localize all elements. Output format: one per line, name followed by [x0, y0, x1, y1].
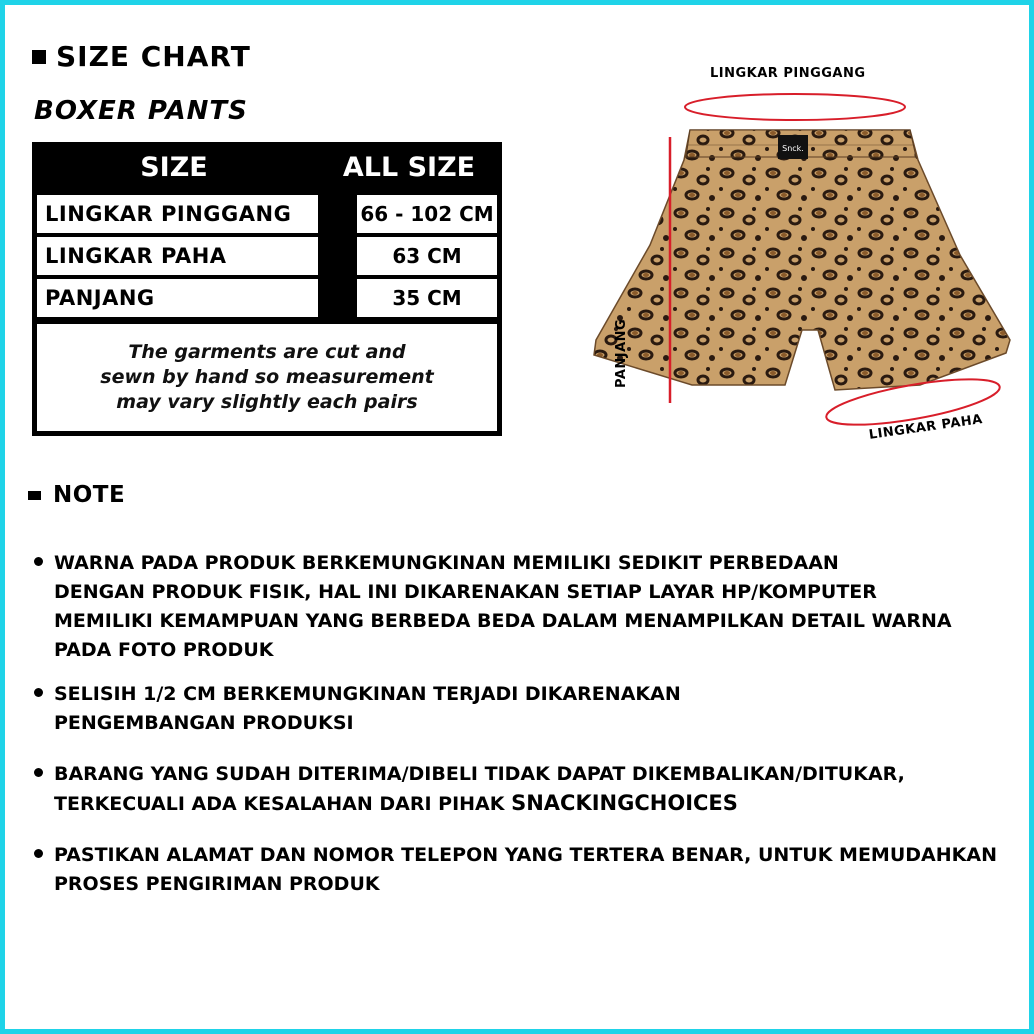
waistband-tag-text: Snck.	[782, 144, 804, 153]
bullet-dot-icon	[34, 557, 43, 566]
note-item	[34, 549, 1009, 665]
thigh-measure-label: LINGKAR PAHA	[868, 412, 984, 443]
note-line: BARANG YANG SUDAH DITERIMA/DIBELI TIDAK DAPAT DIKEMBALIKAN/DITUKAR,	[54, 763, 905, 785]
note-line: PENGEMBANGAN PRODUKSI	[54, 712, 354, 734]
shorts-diagram	[580, 85, 1020, 455]
length-measure-label: PANJANG	[614, 318, 629, 388]
note-line	[54, 789, 1009, 819]
header-size: SIZE	[140, 151, 208, 183]
product-name: BOXER PANTS	[34, 96, 248, 126]
row-label-length: PANJANG	[37, 279, 318, 317]
square-bullet-icon	[28, 491, 41, 500]
size-chart-heading	[32, 40, 251, 73]
note-line: PASTIKAN ALAMAT DAN NOMOR TELEPON YANG TERTERA BENAR, UNTUK MEMUDAHKAN	[54, 844, 997, 866]
header-all-size: ALL SIZE	[342, 151, 476, 183]
note-item	[34, 760, 1009, 819]
note-line: SELISIH 1/2 CM BERKEMUNGKINAN TERJADI DIKARENAKAN	[54, 683, 681, 705]
waist-measure-label: LINGKAR PINGGANG	[710, 66, 866, 81]
note-line: PADA FOTO PRODUK	[54, 639, 274, 661]
size-chart-title: SIZE CHART	[56, 40, 251, 73]
note-title: NOTE	[53, 482, 126, 508]
square-bullet-icon	[32, 50, 46, 64]
size-table-header	[32, 142, 502, 192]
row-value-length: 35 CM	[357, 279, 497, 317]
shorts-body	[594, 130, 1010, 390]
disclaimer-line: sewn by hand so measurement	[100, 366, 434, 388]
disclaimer-line: may vary slightly each pairs	[116, 391, 418, 413]
bullet-dot-icon	[34, 768, 43, 777]
row-value-thigh: 63 CM	[357, 237, 497, 275]
bullet-dot-icon	[34, 688, 43, 697]
note-line-text: TERKECUALI ADA KESALAHAN DARI PIHAK	[54, 793, 512, 815]
row-label-thigh: LINGKAR PAHA	[37, 237, 318, 275]
note-line: WARNA PADA PRODUK BERKEMUNGKINAN MEMILIKI SEDIKIT PERBEDAAN	[54, 552, 839, 574]
note-line: PROSES PENGIRIMAN PRODUK	[54, 873, 380, 895]
disclaimer-line: The garments are cut and	[128, 341, 406, 363]
note-line: DENGAN PRODUK FISIK, HAL INI DIKARENAKAN SETIAP LAYAR HP/KOMPUTER	[54, 581, 877, 603]
note-item	[34, 841, 1009, 899]
row-label-waist: LINGKAR PINGGANG	[37, 195, 318, 233]
size-table	[32, 142, 502, 436]
note-heading	[28, 482, 125, 508]
note-line: MEMILIKI KEMAMPUAN YANG BERBEDA BEDA DALAM MENAMPILKAN DETAIL WARNA	[54, 610, 952, 632]
bullet-dot-icon	[34, 849, 43, 858]
note-item	[34, 680, 1009, 738]
row-value-waist: 66 - 102 CM	[357, 195, 497, 233]
measurement-disclaimer	[37, 324, 497, 431]
waist-measure-ring	[685, 94, 905, 120]
brand-name: SNACKINGCHOICES	[511, 791, 738, 815]
